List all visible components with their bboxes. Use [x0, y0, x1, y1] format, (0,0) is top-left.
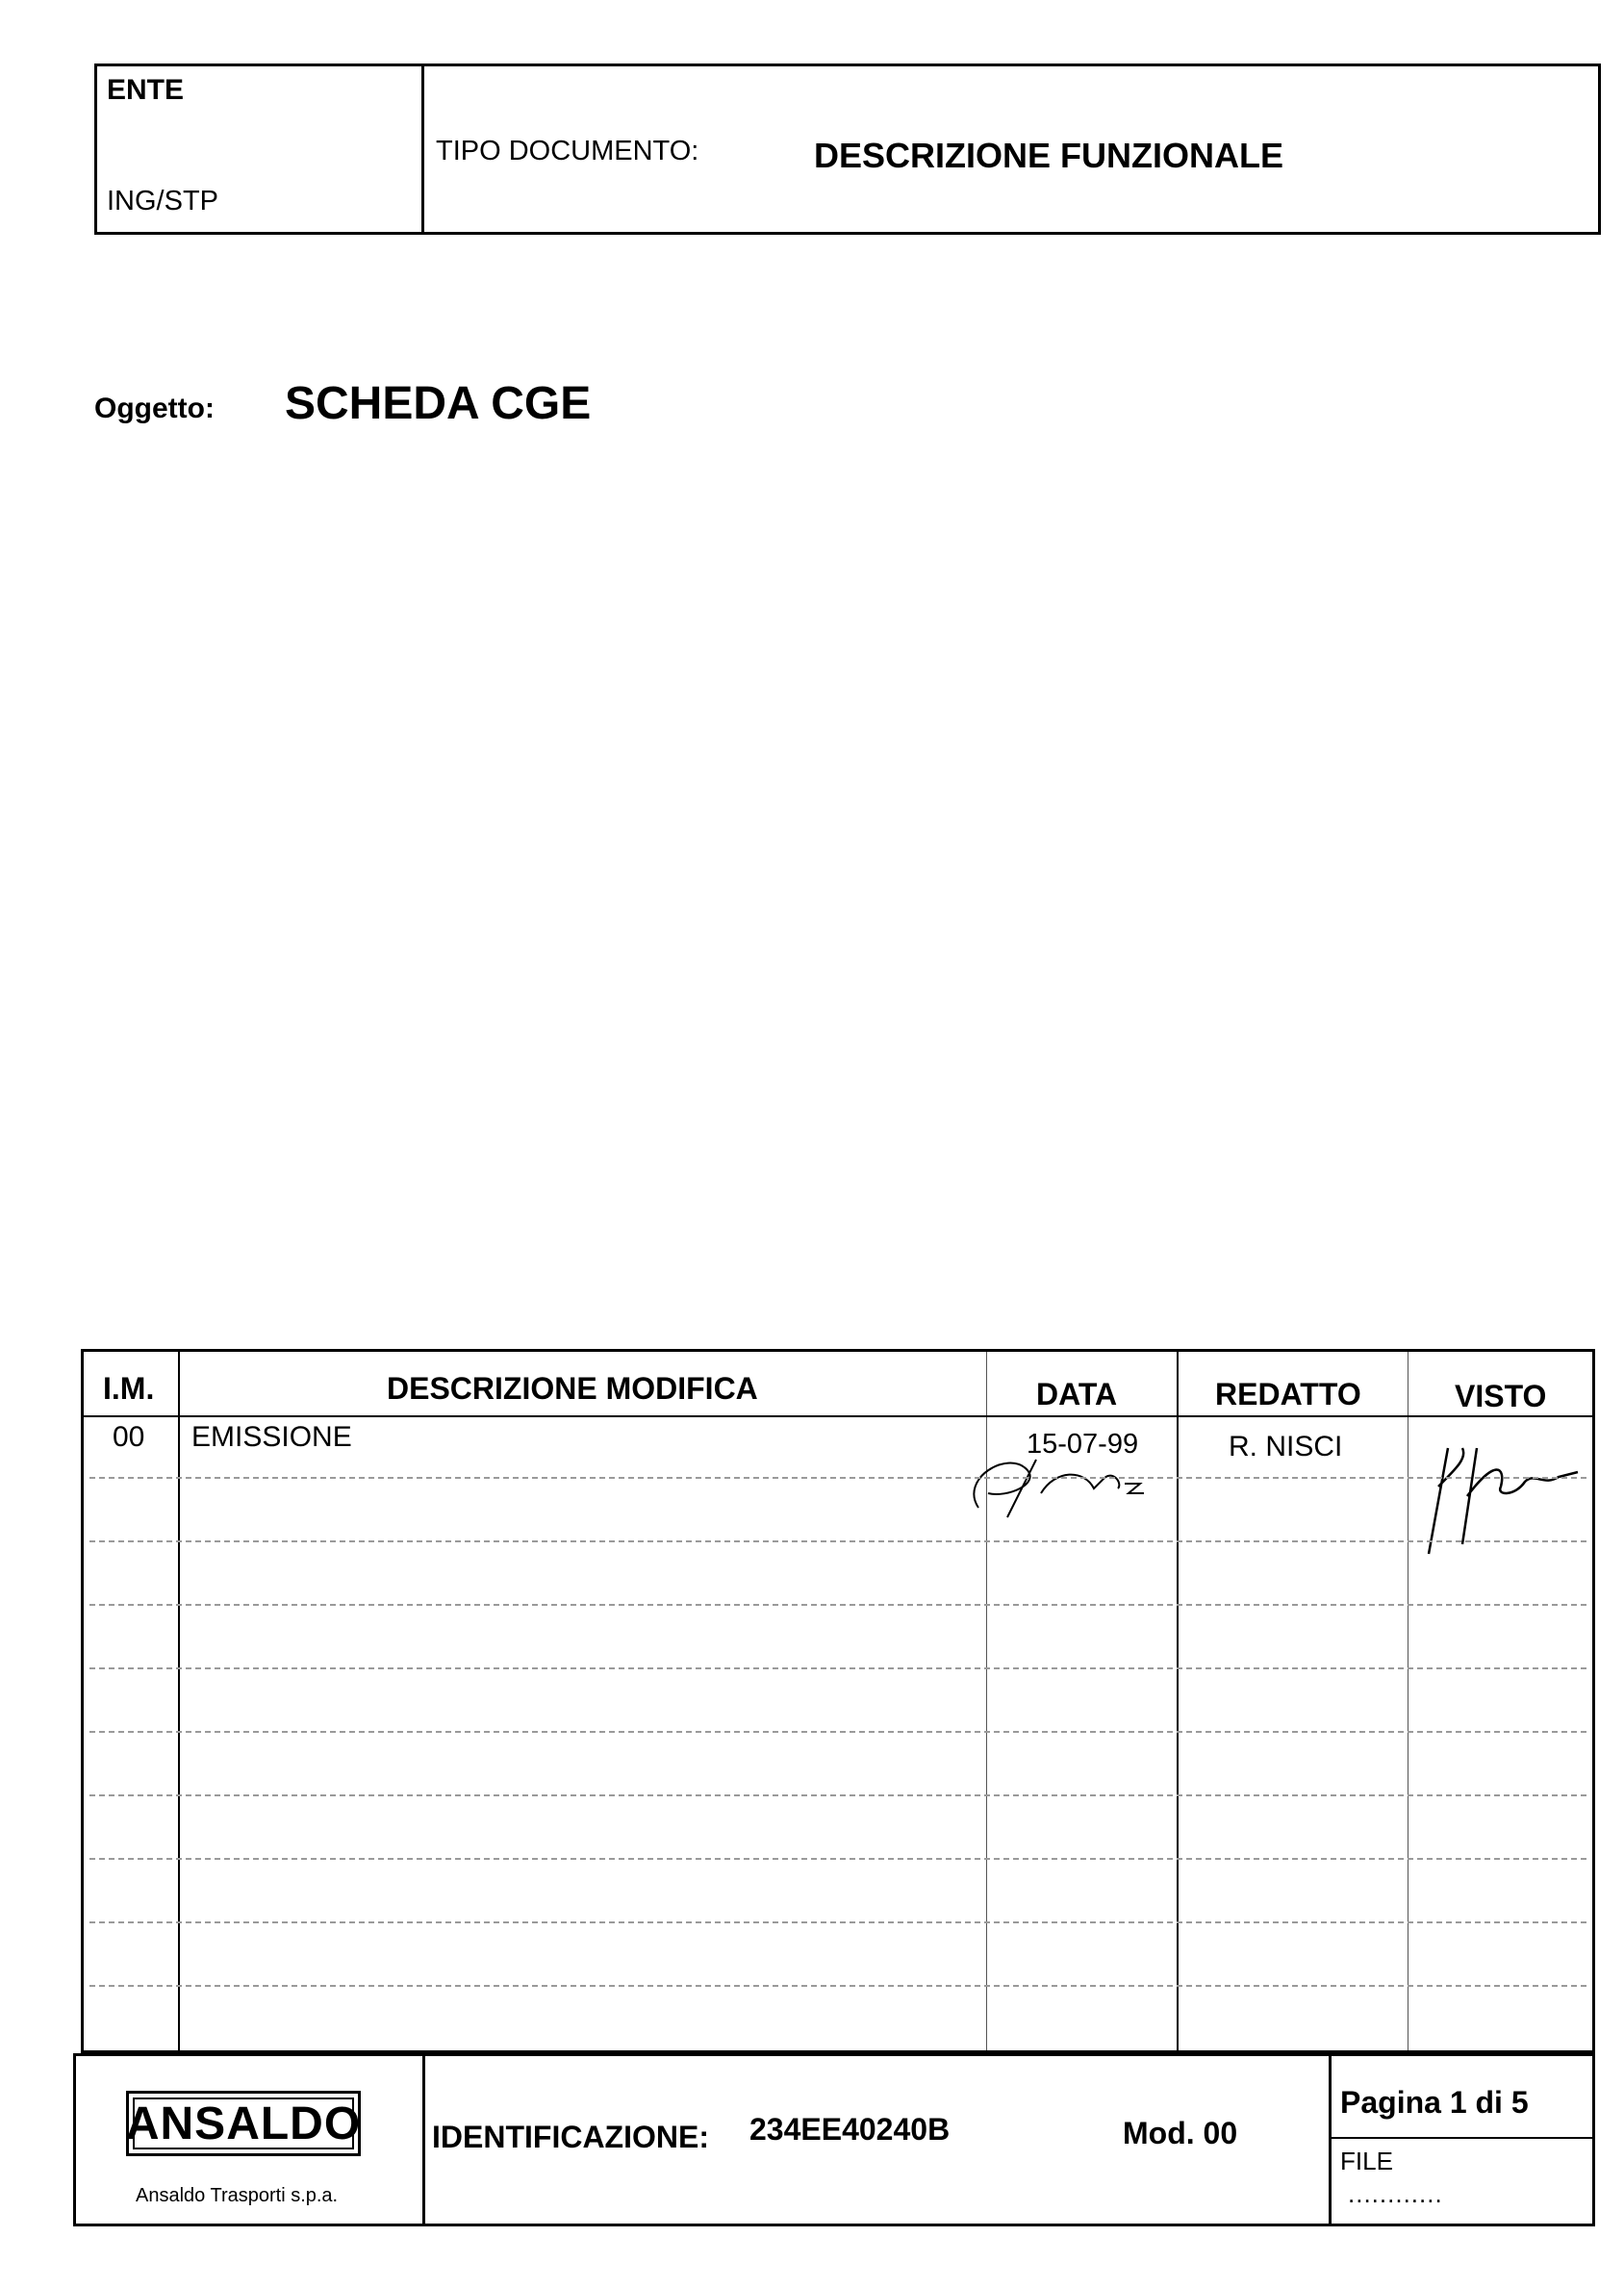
identification-value: 234EE40240B	[749, 2112, 951, 2147]
module-version: Mod. 00	[1123, 2116, 1238, 2150]
empty-row-line	[89, 1858, 1586, 1860]
empty-row-line	[89, 1667, 1586, 1669]
column-header-author: REDATTO	[1215, 1377, 1361, 1411]
ansaldo-logo	[126, 2091, 361, 2156]
page-info: Pagina 1 di 5	[1340, 2085, 1529, 2120]
header-separator	[84, 1415, 1592, 1417]
empty-row-line	[89, 1477, 1586, 1479]
empty-row-line	[89, 1794, 1586, 1796]
column-divider	[178, 1352, 180, 2050]
footer-divider	[1329, 2056, 1332, 2224]
empty-row-line	[89, 1604, 1586, 1606]
header-divider	[421, 66, 424, 232]
column-header-im: I.M.	[103, 1371, 155, 1406]
logo-inner-frame	[133, 2097, 354, 2149]
column-header-description: DESCRIZIONE MODIFICA	[387, 1371, 758, 1406]
empty-row-line	[89, 1731, 1586, 1733]
document-type-label: TIPO DOCUMENTO:	[436, 136, 699, 166]
row-im: 00	[113, 1421, 145, 1453]
logo-text: ANSALDO	[125, 2097, 362, 2149]
footer-divider	[422, 2056, 425, 2224]
file-value: ............	[1348, 2179, 1443, 2208]
ente-label: ENTE	[107, 74, 185, 106]
ente-value: ING/STP	[107, 186, 219, 216]
empty-row-line	[89, 1540, 1586, 1542]
row-date: 15-07-99	[1027, 1429, 1139, 1460]
row-description: EMISSIONE	[191, 1421, 352, 1453]
row-author: R. NISCI	[1229, 1431, 1343, 1462]
date-signature-icon	[950, 1440, 1257, 1527]
column-header-date: DATA	[1036, 1377, 1118, 1411]
subject-title: SCHEDA CGE	[285, 378, 592, 429]
empty-row-line	[89, 1985, 1586, 1987]
footer-box	[73, 2053, 1595, 2226]
header-box	[94, 64, 1601, 235]
subject-label: Oggetto:	[94, 393, 215, 424]
column-header-checked: VISTO	[1455, 1379, 1547, 1413]
company-name: Ansaldo Trasporti s.p.a.	[136, 2185, 339, 2206]
empty-row-line	[89, 1921, 1586, 1923]
visto-signature-icon	[1409, 1429, 1583, 1573]
revision-table	[81, 1349, 1595, 2053]
footer-page-separator	[1329, 2137, 1592, 2139]
identification-label: IDENTIFICAZIONE:	[432, 2120, 709, 2154]
file-label: FILE	[1340, 2147, 1393, 2175]
document-type-value: DESCRIZIONE FUNZIONALE	[814, 136, 1284, 175]
